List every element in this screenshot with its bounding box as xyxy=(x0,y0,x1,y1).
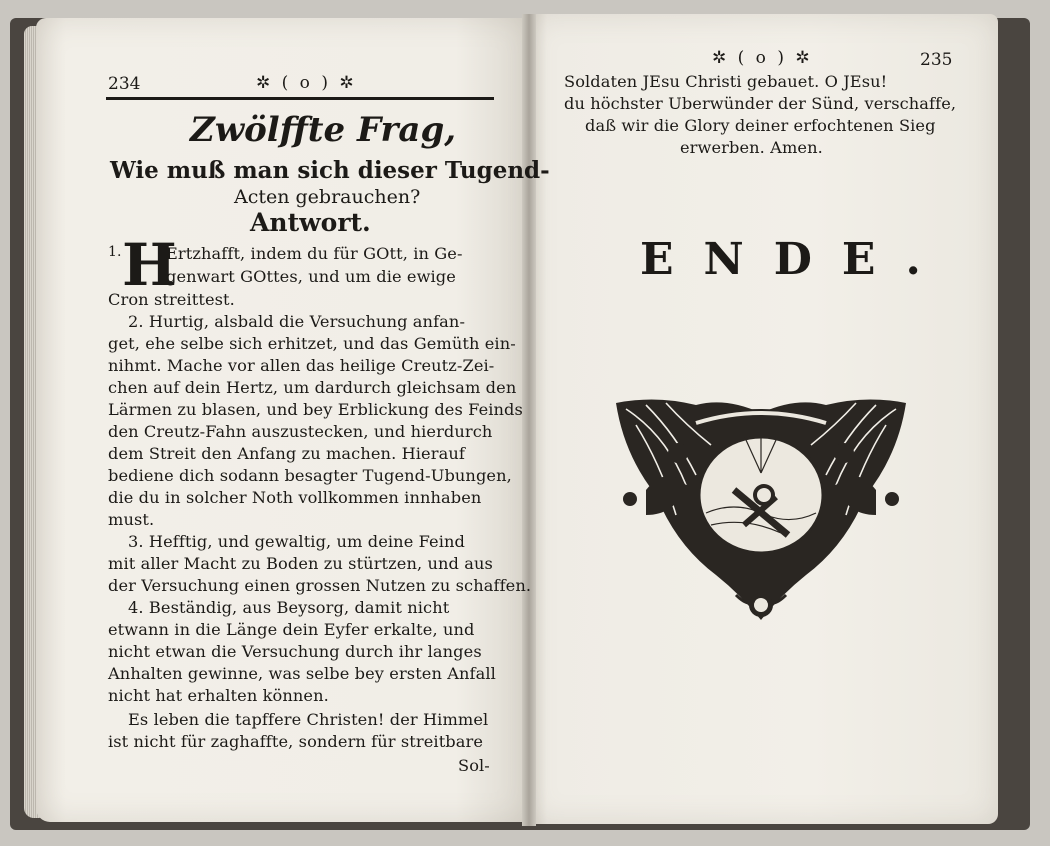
body-line: Es leben die tapffere Christen! der Himmel xyxy=(128,710,489,729)
body-line: nicht etwan die Versuchung durch ihr langes xyxy=(108,642,482,661)
body-line: der Versuchung einen grossen Nutzen zu schaffen. xyxy=(108,576,532,595)
body-line: must. xyxy=(108,510,155,529)
left-header-ornament: ✲ ( o ) ✲ xyxy=(256,73,357,93)
body-line: Soldaten JEsu Christi gebauet. O JEsu! xyxy=(564,72,888,91)
body-line: get, ehe selbe sich erhitzet, und das Gemüth ein- xyxy=(108,334,516,353)
body-line: die du in solcher Noth vollkommen innhaben xyxy=(108,488,482,507)
woodcut-vignette xyxy=(616,395,906,627)
body-line: den Creutz-Fahn auszustecken, und hierdurch xyxy=(108,422,493,441)
body-line: 4. Beständig, aus Beysorg, damit nicht xyxy=(128,598,450,617)
body-line: ist nicht für zaghaffte, sondern für streitbare xyxy=(108,732,484,751)
body-line: du höchster Uberwünder der Sünd, verschaffe, xyxy=(564,94,957,113)
body-line: 3. Hefftig, und gewaltig, um deine Feind xyxy=(128,532,466,551)
question-line-2: Acten gebrauchen? xyxy=(234,186,421,208)
question-line-1: Wie muß man sich dieser Tugend- xyxy=(110,157,550,184)
left-header-rule xyxy=(106,97,494,100)
right-header-ornament: ✲ ( o ) ✲ xyxy=(712,48,813,68)
body-line: Cron streittest. xyxy=(108,290,235,309)
body-line: erwerben. Amen. xyxy=(680,138,823,157)
body-line: dem Streit den Anfang zu machen. Hierauf xyxy=(108,444,465,463)
body-line: nicht hat erhalten können. xyxy=(108,686,329,705)
answer-heading: Antwort. xyxy=(250,208,371,237)
book-gutter xyxy=(522,14,536,826)
left-page-number: 234 xyxy=(108,74,141,94)
drop-cap: H xyxy=(122,231,177,299)
body-line: daß wir die Glory deiner erfochtenen Sieg xyxy=(585,116,936,135)
body-line: Anhalten gewinne, was selbe bey ersten Anfall xyxy=(108,664,496,683)
right-page-number: 235 xyxy=(920,50,953,70)
body-line: etwann in die Länge dein Eyfer erkalte, und xyxy=(108,620,475,639)
item-1-number: 1. xyxy=(108,244,122,260)
body-line: 2. Hurtig, alsbald die Versuchung anfan- xyxy=(128,312,466,331)
body-line: genwart GOttes, und um die ewige xyxy=(166,267,456,286)
catchword: Sol- xyxy=(458,756,490,775)
body-line: bediene dich sodann besagter Tugend-Ubungen, xyxy=(108,466,512,485)
ende-heading: ENDE. xyxy=(640,234,951,285)
body-line: nihmt. Mache vor allen das heilige Creutz-Zei- xyxy=(108,356,495,375)
body-line: Lärmen zu blasen, und bey Erblickung des Feinds xyxy=(108,400,523,419)
chapter-title: Zwölffte Frag, xyxy=(190,110,457,150)
body-line: mit aller Macht zu Boden zu stürtzen, und aus xyxy=(108,554,493,573)
body-line: chen auf dein Hertz, um dardurch gleichsam den xyxy=(108,378,517,397)
body-line: Ertzhafft, indem du für GOtt, in Ge- xyxy=(166,244,463,263)
